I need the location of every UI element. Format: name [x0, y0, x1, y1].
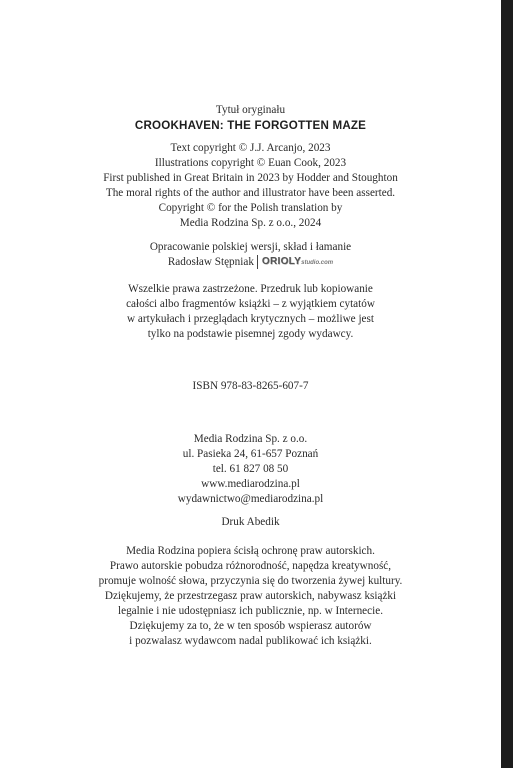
statement-line: Media Rodzina popiera ścisłą ochronę praw autorskich.	[126, 545, 375, 557]
statement-line: legalnie i nie udostępniasz ich publicznie, np. w Internecie.	[118, 605, 383, 617]
page-edge-bar	[501, 0, 513, 768]
edition-line: Opracowanie polskiej wersji, skład i łamanie	[149, 241, 352, 253]
edition-credit	[0, 255, 501, 270]
publisher-website: www.mediarodzina.pl	[201, 478, 300, 490]
isbn: ISBN 978-83-8265-607-7	[192, 380, 309, 392]
original-title: CROOKHAVEN: THE FORGOTTEN MAZE	[134, 119, 367, 132]
copyright-block	[0, 141, 501, 231]
publisher-email: wydawnictwo@mediarodzina.pl	[177, 493, 324, 505]
copyright-line: The moral rights of the author and illustrator have been asserted.	[105, 187, 396, 199]
original-title-label: Tytuł oryginału	[215, 104, 286, 116]
publisher-name: Media Rodzina Sp. z o.o.	[193, 433, 308, 445]
copyright-line: Copyright © for the Polish translation by	[158, 202, 343, 214]
logo-main-text: ORIOLY	[261, 256, 302, 268]
copyright-line: Illustrations copyright © Euan Cook, 2023	[154, 157, 347, 169]
statement-line: Prawo autorskie pobudza różnorodność, napędza kreatywność,	[109, 560, 392, 572]
edition-person: Radosław Stępniak	[167, 256, 254, 268]
original-title-block	[0, 103, 501, 133]
statement-line: Dziękujemy, że przestrzegasz praw autorskich, nabywasz książki	[104, 590, 397, 602]
print-block	[0, 515, 501, 530]
publisher-phone: tel. 61 827 08 50	[212, 463, 289, 475]
statement-line: promuje wolność słowa, przyczynia się do tworzenia żywej kultury.	[98, 575, 403, 587]
copyright-line: Media Rodzina Sp. z o.o., 2024	[179, 217, 322, 229]
printer: Druk Abedik	[221, 516, 280, 528]
rights-line: w artykułach i przeglądach krytycznych – możliwe jest	[127, 313, 374, 325]
edition-block	[0, 240, 501, 270]
copyright-line: First published in Great Britain in 2023 by Hodder and Stoughton	[103, 172, 398, 184]
logo-sub-text: studio.com	[301, 260, 334, 267]
publisher-block	[0, 432, 501, 507]
statement-block	[0, 544, 501, 649]
rights-block	[0, 282, 501, 342]
isbn-block	[0, 379, 501, 394]
rights-line: całości albo fragmentów książki – z wyjątkiem cytatów	[126, 298, 375, 310]
oriolly-studio-logo	[257, 255, 333, 269]
publisher-address: ul. Pasieka 24, 61-657 Poznań	[182, 448, 319, 460]
rights-line: tylko na podstawie pisemnej zgody wydawcy.	[147, 328, 354, 340]
statement-line: Dziękujemy za to, że w ten sposób wspierasz autorów	[129, 620, 372, 632]
statement-line: i pozwalasz wydawcom nadal publikować ich książki.	[129, 635, 372, 647]
copyright-line: Text copyright © J.J. Arcanjo, 2023	[170, 142, 331, 154]
rights-line: Wszelkie prawa zastrzeżone. Przedruk lub kopiowanie	[128, 283, 373, 295]
